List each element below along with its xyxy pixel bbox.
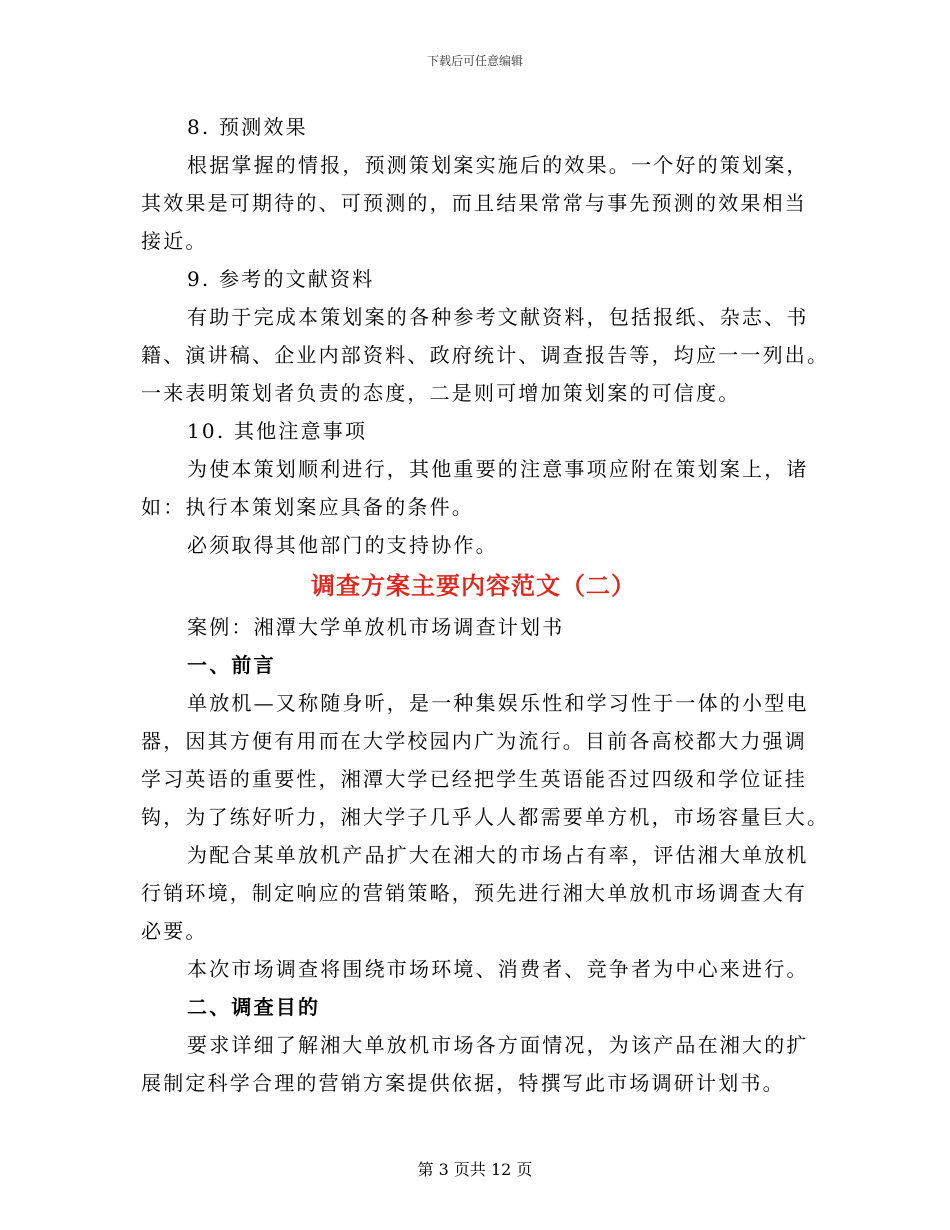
section-10-heading: 10. 其他注意事项 (187, 419, 368, 443)
section-8-text-line-1: 根据掌握的情报，预测策划案实施后的效果。一个好的策划案， (187, 153, 809, 177)
document-section-title: 调查方案主要内容范文（二） (311, 571, 636, 600)
case-title: 案例：湘潭大学单放机市场调查计划书 (187, 615, 565, 639)
document-body (141, 108, 830, 1102)
part-1-heading: 一、前言 (187, 653, 276, 677)
part-1-text-line-1: 单放机—又称随身听，是一种集娱乐性和学习性于一体的小型电 (187, 691, 809, 715)
part-1-text-line-4: 钩，为了练好听力，湘大学子几乎人人都需要单方机，市场容量巨大。 (141, 805, 830, 829)
part-2-heading: 二、调查目的 (187, 995, 321, 1019)
section-8-heading: 8. 预测效果 (187, 115, 308, 139)
part-2-text-line-2: 展制定科学合理的营销方案提供依据，特撰写此市场调研计划书。 (141, 1071, 785, 1095)
section-10-text-line-1: 为使本策划顺利进行，其他重要的注意事项应附在策划案上，诸 (187, 457, 809, 481)
part-1-text-line-8: 本次市场调查将围绕市场环境、消费者、竞争者为中心来进行。 (187, 957, 809, 981)
part-1-text-line-5: 为配合某单放机产品扩大在湘大的市场占有率，评估湘大单放机 (187, 843, 809, 867)
section-9-text-line-3: 一来表明策划者负责的态度，二是则可增加策划案的可信度。 (141, 381, 741, 405)
section-10-text-line-3: 必须取得其他部门的支持协作。 (187, 533, 498, 557)
section-9-text-line-1: 有助于完成本策划案的各种参考文献资料，包括报纸、杂志、书 (187, 305, 809, 329)
page-footer: 第 3 页共 12 页 (417, 1160, 533, 1179)
section-8-text-line-2: 其效果是可期待的、可预测的，而且结果常常与事先预测的效果相当 (141, 191, 807, 215)
section-9-text-line-2: 籍、演讲稿、企业内部资料、政府统计、调查报告等，均应一一列出。 (141, 343, 830, 367)
part-1-text-line-2: 器，因其方便有用而在大学校园内广为流行。目前各高校都大力强调 (141, 729, 807, 753)
part-1-text-line-6: 行销环境，制定响应的营销策略，预先进行湘大单放机市场调查大有 (141, 881, 807, 905)
part-1-text-line-7: 必要。 (141, 919, 208, 943)
part-2-text-line-1: 要求详细了解湘大单放机市场各方面情况，为该产品在湘大的扩 (187, 1033, 809, 1057)
section-8-text-line-3: 接近。 (141, 229, 208, 253)
page-header-note: 下载后可任意编辑 (426, 54, 523, 68)
section-9-heading: 9. 参考的文献资料 (187, 267, 375, 291)
section-10-text-line-2: 如：执行本策划案应具备的条件。 (141, 495, 474, 519)
part-1-text-line-3: 学习英语的重要性，湘潭大学已经把学生英语能否过四级和学位证挂 (141, 767, 807, 791)
